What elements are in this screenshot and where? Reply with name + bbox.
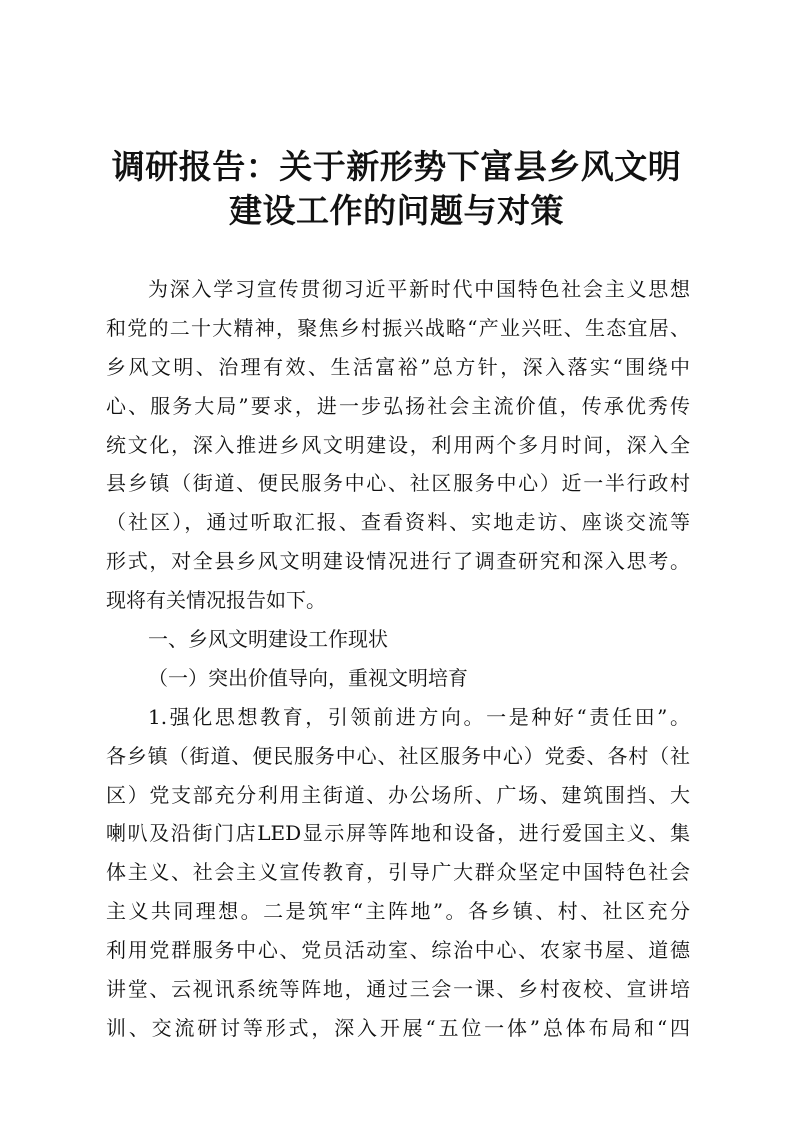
- text-line: 1.强化思想教育，引领前进方向。一是种好“责任田”。: [148, 704, 690, 729]
- text-line: 乡风文明、治理有效、生活富裕”总方针，深入落实“围绕中: [106, 354, 690, 379]
- text-line: 主义共同理想。二是筑牢“主阵地”。各乡镇、村、社区充分: [106, 899, 690, 924]
- text-line: 心、服务大局”要求，进一步弘扬社会主流价值，传承优秀传: [106, 393, 690, 418]
- text-line: 和党的二十大精神，聚焦乡村振兴战略“产业兴旺、生态宜居、: [106, 315, 690, 340]
- section-heading: 一、乡风文明建设工作现状: [148, 627, 388, 652]
- body-paragraph: [106, 698, 690, 1048]
- text-line: 县乡镇（街道、便民服务中心、社区服务中心）近一半行政村: [106, 471, 690, 496]
- text-line: 喇叭及沿街门店LED显示屏等阵地和设备，进行爱国主义、集: [106, 821, 690, 846]
- text-line: 形式，对全县乡风文明建设情况进行了调查研究和深入思考。: [106, 549, 690, 574]
- title-line-2: 建设工作的问题与对策: [229, 191, 564, 230]
- text-line: 各乡镇（街道、便民服务中心、社区服务中心）党委、各村（社: [106, 743, 690, 768]
- title-line-1: 调研报告：关于新形势下富县乡风文明: [111, 147, 682, 186]
- text-line: 体主义、社会主义宣传教育，引导广大群众坚定中国特色社会: [106, 860, 690, 885]
- intro-paragraph: [106, 270, 690, 620]
- text-line: 讲堂、云视讯系统等阵地，通过三会一课、乡村夜校、宣讲培: [106, 977, 690, 1002]
- text-line: 利用党群服务中心、党员活动室、综治中心、农家书屋、道德: [106, 938, 690, 963]
- text-line: 区）党支部充分利用主街道、办公场所、广场、建筑围挡、大: [106, 782, 690, 807]
- document-title: [60, 145, 733, 233]
- text-line: 现将有关情况报告如下。: [106, 588, 326, 613]
- text-line: 训、交流研讨等形式，深入开展“五位一体”总体布局和“四: [106, 1015, 690, 1040]
- document-body: [106, 270, 690, 1048]
- text-line: 为深入学习宣传贯彻习近平新时代中国特色社会主义思想: [148, 277, 690, 301]
- subsection-heading: （一）突出价值导向，重视文明培育: [148, 665, 468, 690]
- text-line: （社区），通过听取汇报、查看资料、实地走访、座谈交流等: [106, 510, 690, 535]
- text-line: 统文化，深入推进乡风文明建设，利用两个多月时间，深入全: [106, 432, 690, 457]
